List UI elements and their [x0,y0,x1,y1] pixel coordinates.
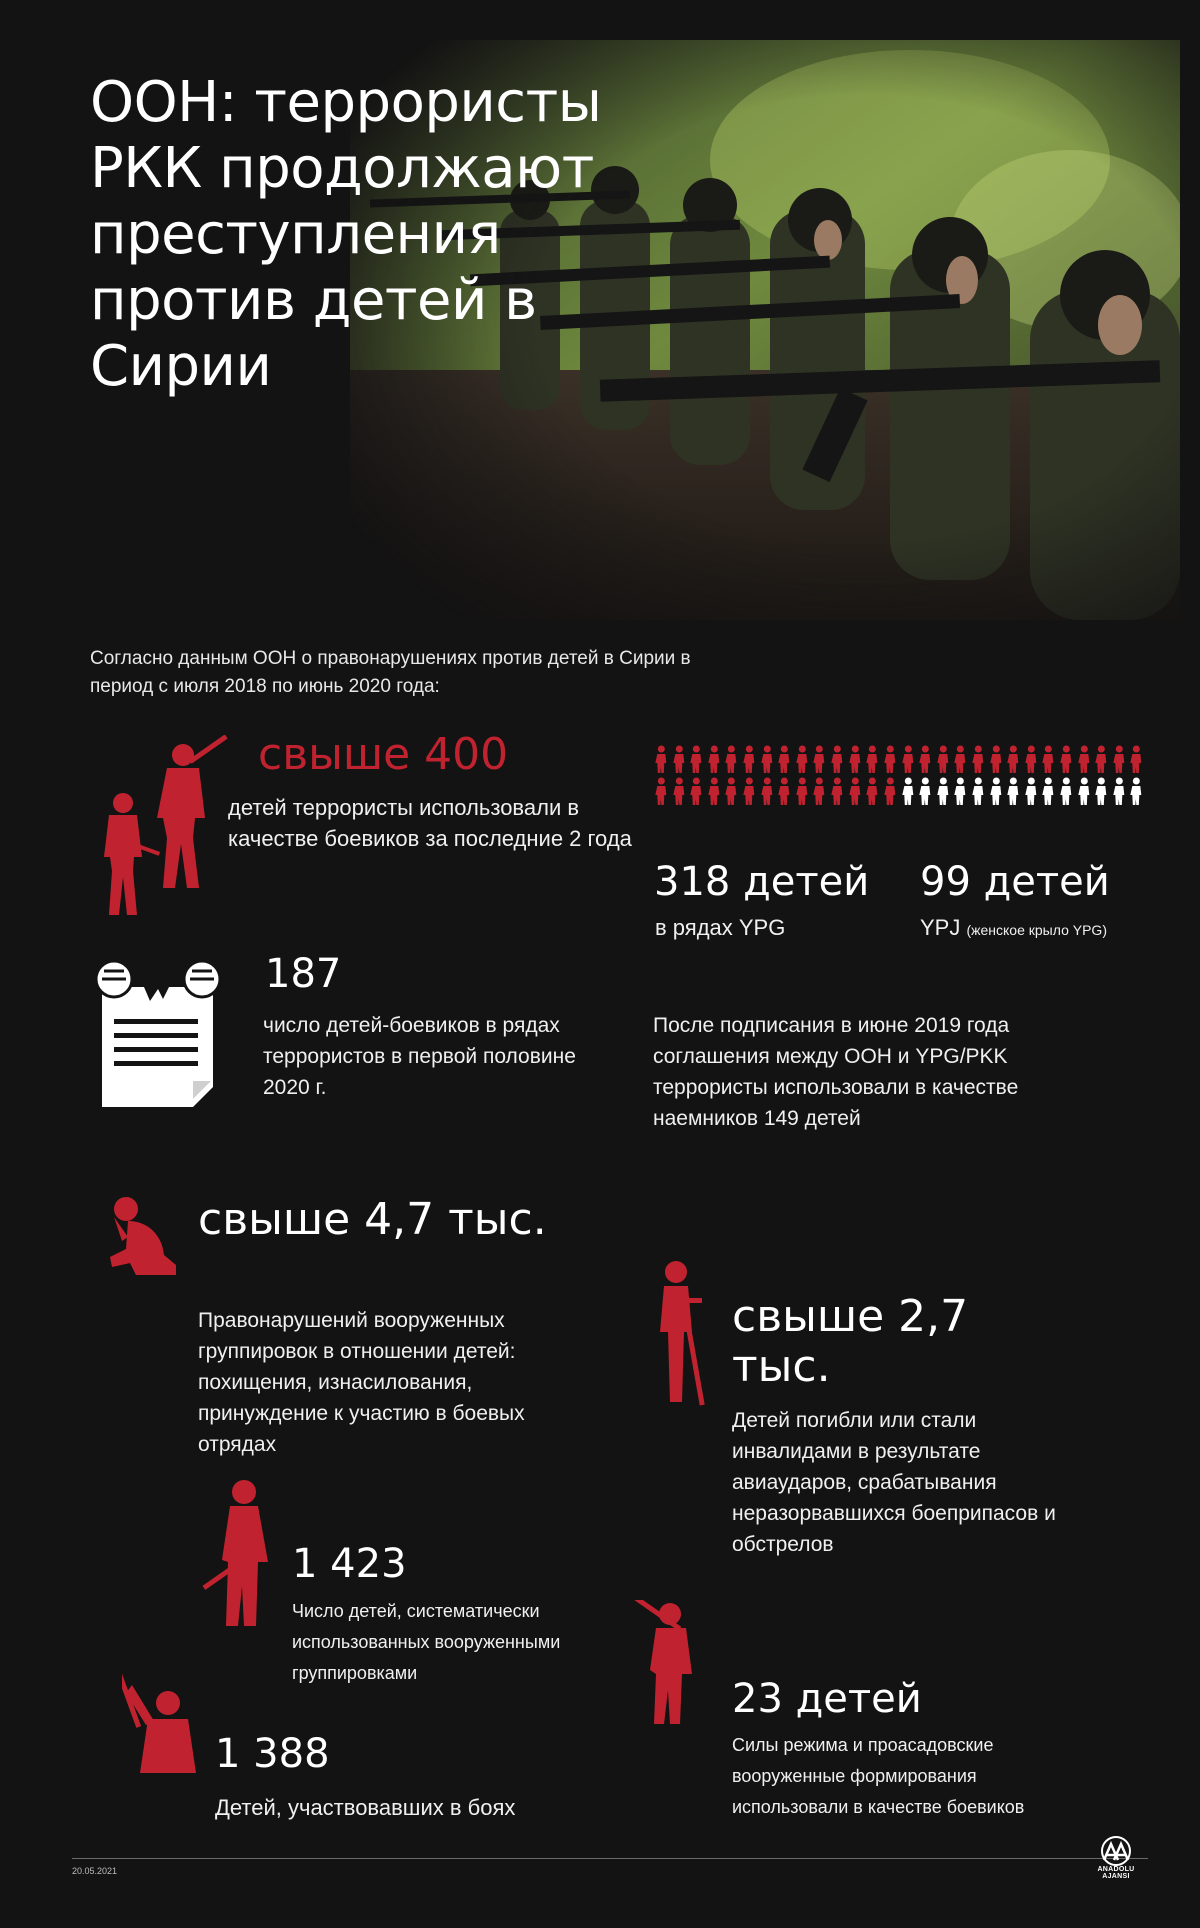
child-figure-ypg [707,777,722,805]
child-raising-rifle-icon [122,1665,198,1775]
stat-187-text: число детей-боевиков в рядах террористов в первой половине 2020 г. [263,1014,576,1099]
child-figure-ypg [654,777,669,805]
footer-date: 20.05.2021 [72,1866,118,1876]
child-figure-ypj [901,777,916,805]
child-figure-ypg [883,745,898,773]
title-line: против детей в [90,268,537,333]
child-figure-ypj [989,777,1004,805]
child-figure-ypg [1094,745,1109,773]
child-figure-ypg [936,745,951,773]
armed-child-standing-icon [200,1478,278,1628]
soldier-child-aiming-icon [628,1600,700,1728]
child-figure-ypg [724,745,739,773]
child-figure-ypg [672,745,687,773]
child-figure-ypg [865,745,880,773]
child-figure-ypg [742,745,757,773]
logo-text: ANADOLU AJANSI [1097,1866,1135,1880]
stat-23-value: 23 детей [732,1676,922,1722]
page-title [90,70,690,400]
child-figure-ypg [777,777,792,805]
children-figures-row [654,745,1144,773]
child-figure-ypj [936,777,951,805]
child-figure-ypg [795,745,810,773]
child-figure-ypg [883,777,898,805]
child-figure-ypg [812,777,827,805]
agreement-text: После подписания в июне 2019 года соглашения между ООН и YPG/PKK террористы использовали в качестве наемников 149 детей [653,1014,1019,1130]
child-figure-ypg [812,745,827,773]
stat-1423-value: 1 423 [292,1541,407,1587]
child-figure-ypg [760,745,775,773]
stat-1423-text: Число детей, систематически использованных вооруженными группировками [292,1601,561,1683]
intro-text: Согласно данным ООН о правонарушениях против детей в Сирии в период с июля 2018 по июнь 2020 года: [90,648,691,697]
child-figure-ypg [830,777,845,805]
ypj-note: (женское крыло YPG) [966,922,1107,938]
stat-400-text: детей террористы использовали в качестве боевиков за последние 2 года [228,795,632,851]
child-figure-ypg [830,745,845,773]
stat-187-value: 187 [265,951,342,997]
child-figure-ypg [848,745,863,773]
child-figure-ypj [1024,777,1039,805]
ypg-children-value: 318 детей [654,859,870,905]
ypj-children-value: 99 детей [920,859,1110,905]
child-figure-ypg [848,777,863,805]
child-figure-ypg [1024,745,1039,773]
child-figure-ypg [795,777,810,805]
stat-2-7-text: Детей погибли или стали инвалидами в результате авиаударов, срабатывания неразорвавшихся боеприпасов и обстрелов [732,1409,1056,1556]
stat-4-7-value: свыше 4,7 тыс. [198,1194,547,1245]
child-figure-ypg [1041,745,1056,773]
child-figure-ypg [689,745,704,773]
child-figure-ypg [989,745,1004,773]
child-figure-ypj [971,777,986,805]
title-line: преступления [90,202,501,267]
child-figure-ypg [672,777,687,805]
kneeling-child-icon [108,1195,180,1280]
child-figure-ypg [1129,745,1144,773]
child-figure-ypg [953,745,968,773]
child-soldiers-icon [95,735,235,915]
aa-logo-icon [1096,1836,1136,1866]
ypj-label: YPJ [920,915,961,940]
child-figure-ypg [901,745,916,773]
child-figure-ypg [918,745,933,773]
stat-1388-text: Детей, участвовавших в боях [215,1795,516,1820]
child-figure-ypg [1006,745,1021,773]
child-figure-ypj [1059,777,1074,805]
stat-1388-value: 1 388 [215,1731,330,1777]
footer-divider [72,1858,1148,1859]
injured-child-crutch-icon [648,1260,710,1410]
stat-400-value: свыше 400 [258,729,509,780]
title-line: ООН: террористы [90,70,602,135]
children-figures-grid [654,745,1144,809]
child-figure-ypg [1077,745,1092,773]
child-figure-ypg [1112,745,1127,773]
stat-23-text: Силы режима и проасадовские вооруженные формирования использовали в качестве боевиков [732,1735,1025,1817]
child-figure-ypg [971,745,986,773]
child-figure-ypg [689,777,704,805]
stat-4-7-text: Правонарушений вооруженных группировок в отношении детей: похищения, изнасилования, принуждение к участию в боевых отрядах [198,1309,525,1456]
child-figure-ypj [1112,777,1127,805]
child-figure-ypj [953,777,968,805]
child-figure-ypg [777,745,792,773]
anadolu-agency-logo [1083,1836,1149,1880]
child-figure-ypj [1094,777,1109,805]
ypg-children-label: в рядах YPG [655,915,786,940]
child-figure-ypg [865,777,880,805]
child-figure-ypj [1077,777,1092,805]
child-figure-ypj [1041,777,1056,805]
child-figure-ypg [742,777,757,805]
child-figure-ypj [1006,777,1021,805]
stat-2-7-value: свыше 2,7 тыс. [732,1291,969,1392]
torn-document-icon [90,957,225,1109]
children-figures-row [654,777,1144,805]
child-figure-ypg [760,777,775,805]
child-figure-ypg [1059,745,1074,773]
child-figure-ypj [1129,777,1144,805]
child-figure-ypg [707,745,722,773]
child-figure-ypg [724,777,739,805]
title-line: РКК продолжают [90,136,594,201]
child-figure-ypg [654,745,669,773]
ypj-children-label [920,912,1170,946]
child-figure-ypj [918,777,933,805]
title-line: Сирии [90,334,272,399]
